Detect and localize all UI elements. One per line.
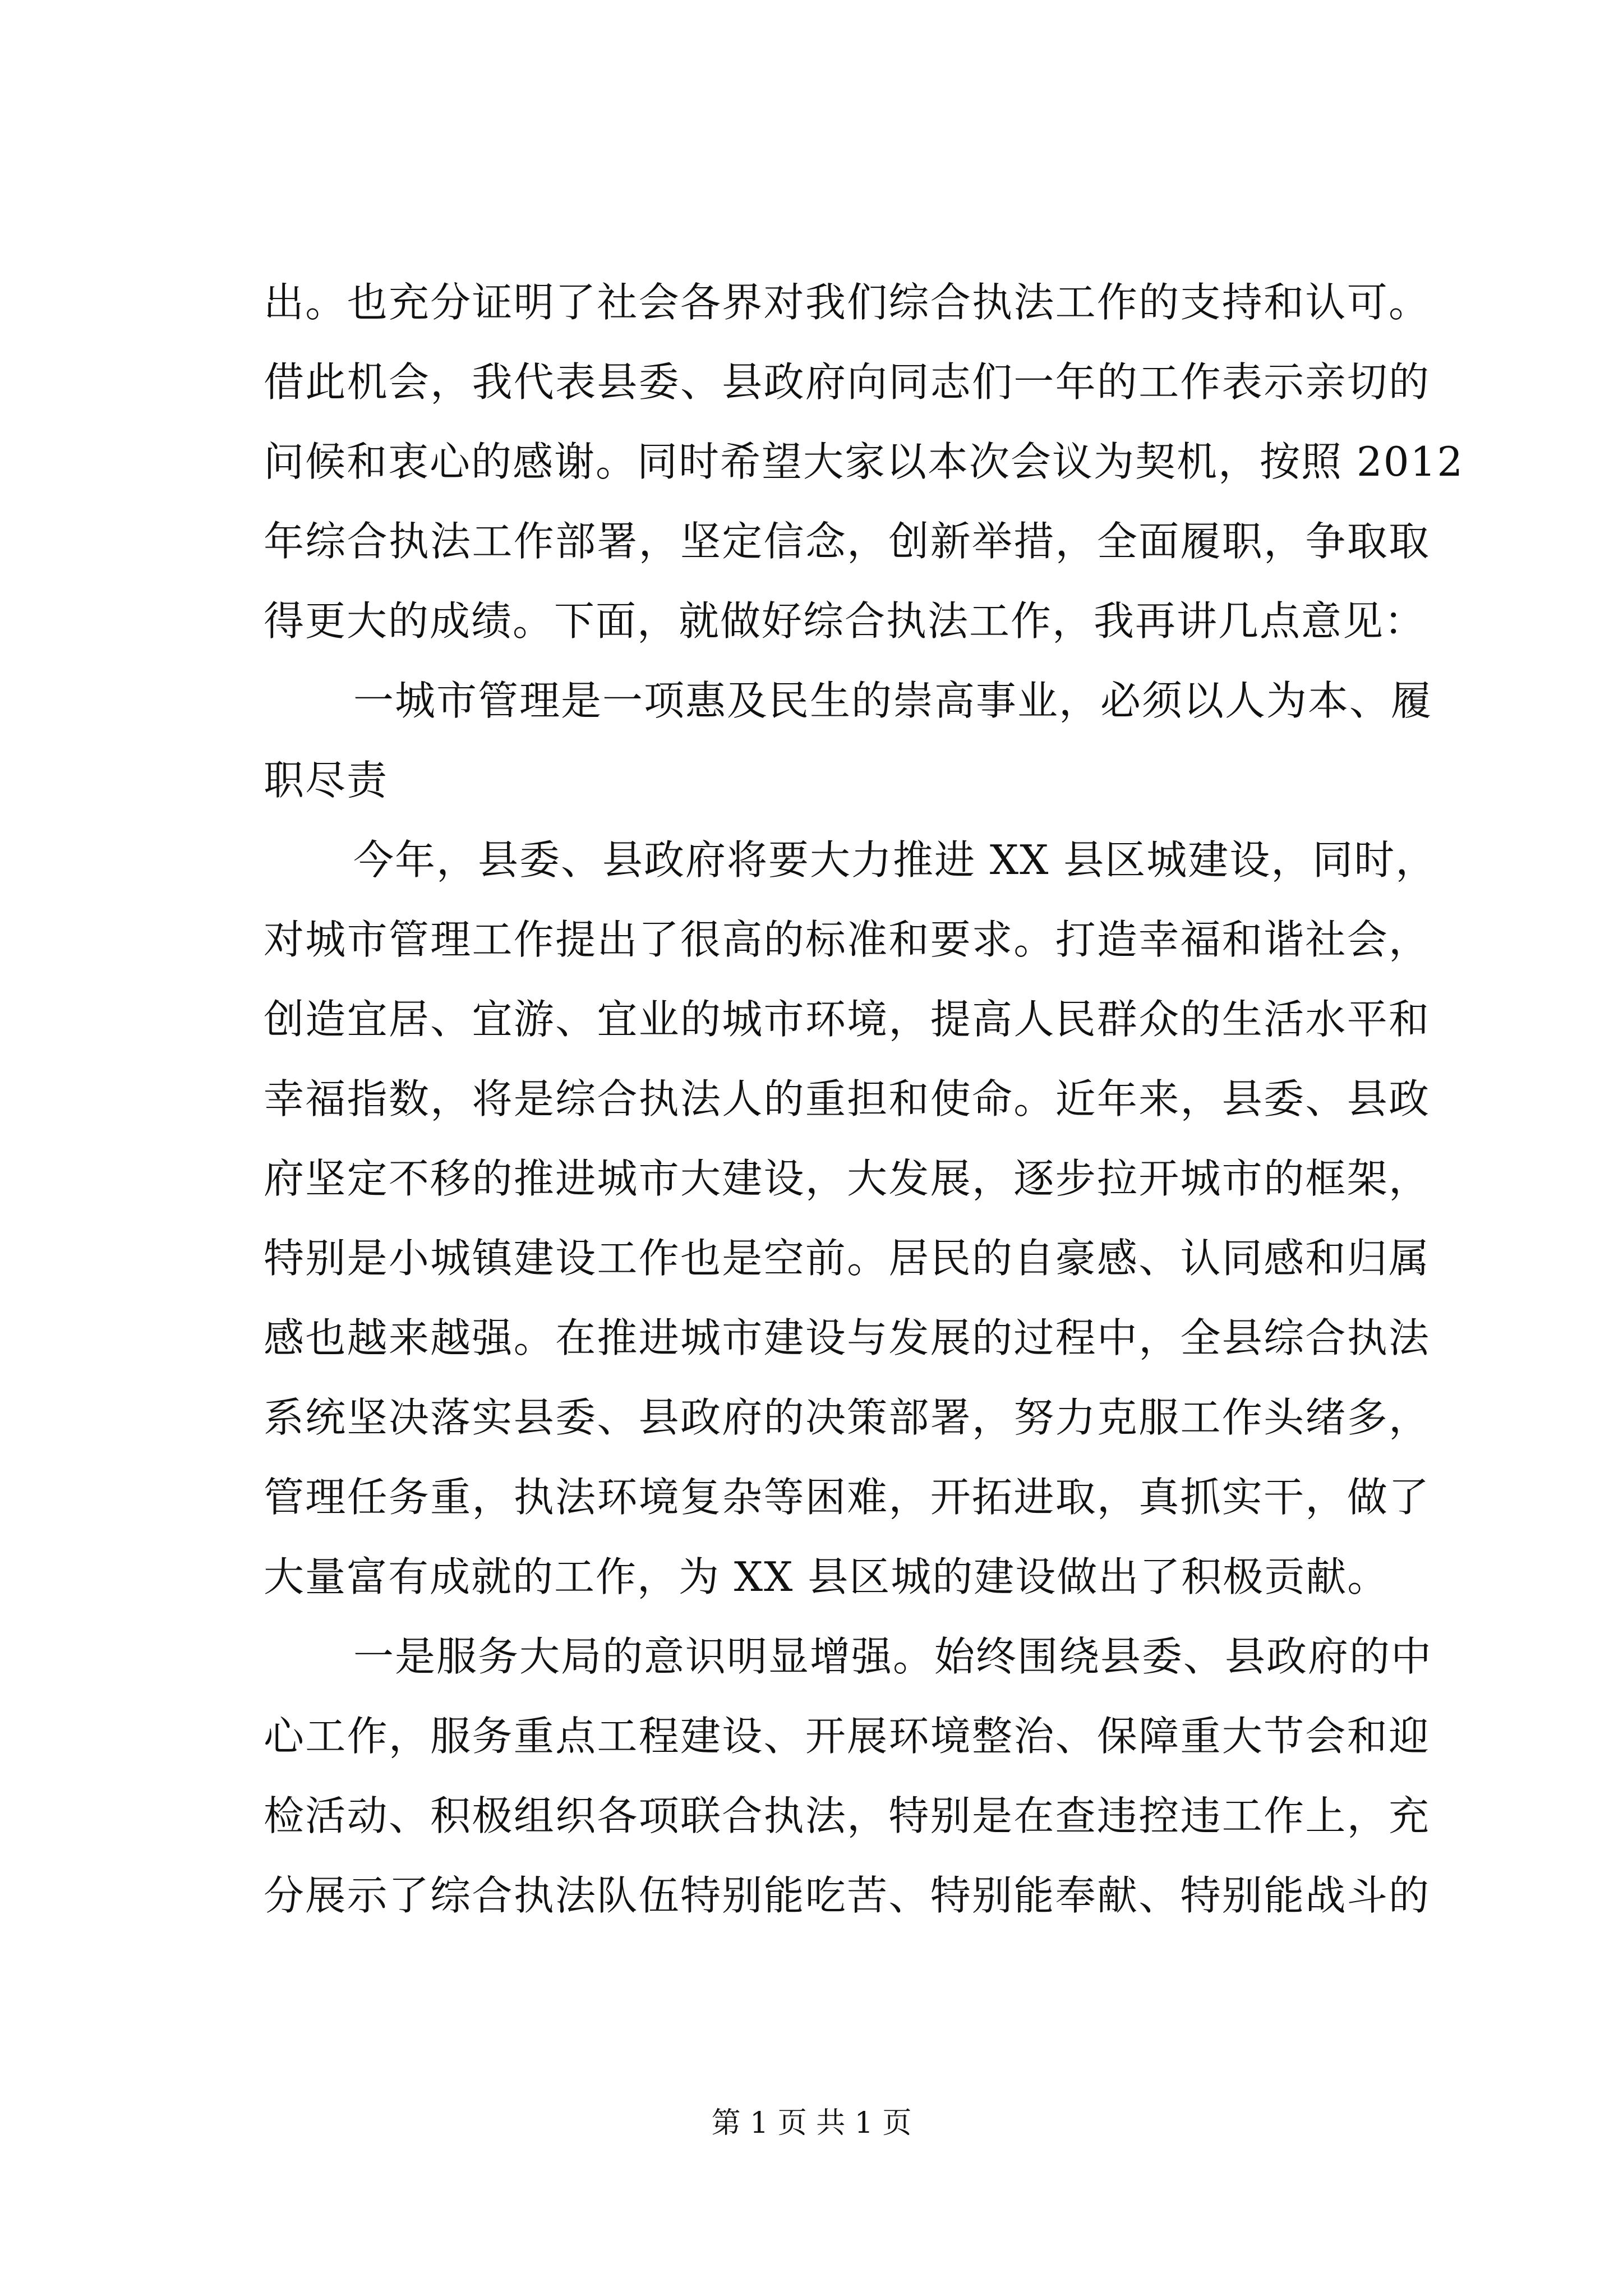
text-line: 借此机会，我代表县委、县政府向同志们一年的工作表示亲切的 bbox=[264, 358, 1430, 406]
section-heading-line: 一城市管理是一项惠及民生的崇高事业，必须以人为本、履 bbox=[353, 677, 1433, 724]
text-line: 特别是小城镇建设工作也是空前。居民的自豪感、认同感和归属 bbox=[264, 1235, 1430, 1282]
text-line: 年综合执法工作部署，坚定信念，创新举措，全面履职，争取取 bbox=[264, 518, 1430, 565]
text-line: 创造宜居、宜游、宜业的城市环境，提高人民群众的生活水平和 bbox=[264, 996, 1430, 1043]
text-line: 得更大的成绩。下面，就做好综合执法工作，我再讲几点意见： bbox=[264, 597, 1426, 645]
text-line: 管理任务重，执法环境复杂等困难，开拓进取，真抓实干，做了 bbox=[264, 1474, 1430, 1521]
document-body bbox=[264, 263, 1464, 1935]
text-line: 出。也充分证明了社会各界对我们综合执法工作的支持和认可。 bbox=[264, 279, 1430, 326]
section-heading-line: 职尽责 bbox=[264, 757, 389, 804]
text-line: 系统坚决落实县委、县政府的决策部署，努力克服工作头绪多， bbox=[264, 1394, 1430, 1441]
text-line: 对城市管理工作提出了很高的标准和要求。打造幸福和谐社会， bbox=[264, 916, 1430, 963]
page-number: 第 1 页 共 1 页 bbox=[711, 2106, 912, 2140]
text-line: 心工作，服务重点工程建设、开展环境整治、保障重大节会和迎 bbox=[264, 1713, 1430, 1760]
page-footer bbox=[0, 2104, 1623, 2143]
text-line: 问候和衷心的感谢。同时希望大家以本次会议为契机，按照 2012 bbox=[264, 438, 1464, 485]
text-line: 府坚定不移的推进城市大建设，大发展，逐步拉开城市的框架， bbox=[264, 1155, 1430, 1202]
text-line: 一是服务大局的意识明显增强。始终围绕县委、县政府的中 bbox=[353, 1633, 1433, 1680]
text-line: 大量富有成就的工作，为 XX 县区城的建设做出了积极贡献。 bbox=[264, 1553, 1389, 1600]
text-line: 感也越来越强。在推进城市建设与发展的过程中，全县综合执法 bbox=[264, 1314, 1430, 1361]
text-line: 分展示了综合执法队伍特别能吃苦、特别能奉献、特别能战斗的 bbox=[264, 1872, 1430, 1919]
text-line: 幸福指数，将是综合执法人的重担和使命。近年来，县委、县政 bbox=[264, 1075, 1430, 1122]
text-line: 今年，县委、县政府将要大力推进 XX 县区城建设，同时， bbox=[353, 836, 1437, 884]
text-line: 检活动、积极组织各项联合执法，特别是在查违控违工作上，充 bbox=[264, 1792, 1430, 1839]
